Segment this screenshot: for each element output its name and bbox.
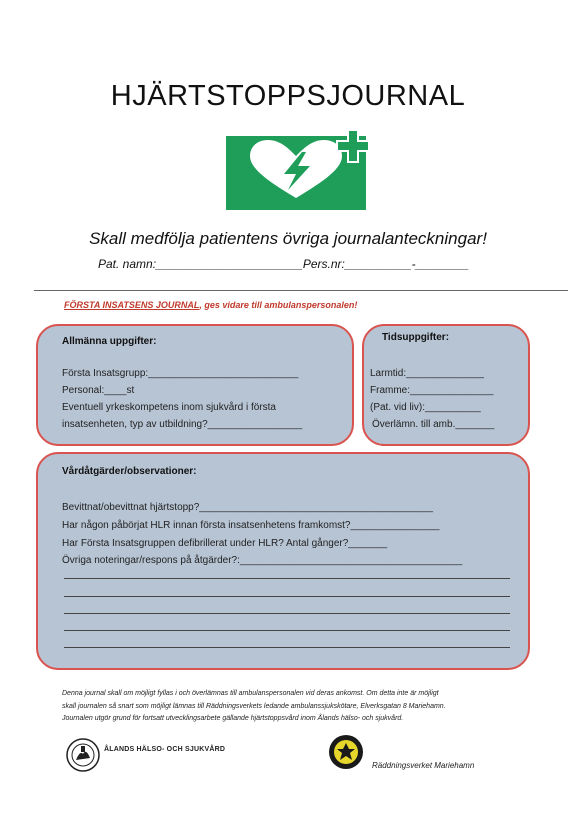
competence-field[interactable]: insatsenheten, typ av utbildning?_________________ bbox=[62, 419, 303, 430]
patient-name-label: Pat. namn: bbox=[98, 257, 157, 271]
vital-status-field[interactable]: (Pat. vid liv):__________ bbox=[370, 402, 481, 413]
notes-line[interactable] bbox=[64, 613, 510, 614]
arrival-time-field[interactable]: Framme:_______________ bbox=[370, 385, 494, 396]
alarm-time-field[interactable]: Larmtid:______________ bbox=[370, 368, 484, 379]
cpr-started-question[interactable]: Har någon påbörjat HLR innan första insatsenhetens framkomst?________________ bbox=[62, 520, 440, 531]
footer-note bbox=[62, 688, 522, 726]
witnessed-question[interactable]: Bevittnat/obevittnat hjärtstopp?__________________________________________ bbox=[62, 502, 433, 513]
right-logo-text: Räddningsverket Mariehamn bbox=[372, 761, 475, 770]
notes-line[interactable] bbox=[64, 596, 510, 597]
footer-line-2: skall journalen så snart som möjligt lämnas till Räddningsverkets ledande ambulanssjukskötare, Elverksgatan 8 Mariehamn. bbox=[62, 702, 446, 710]
times-header: Tidsuppgifter: bbox=[382, 332, 450, 343]
care-observations-box bbox=[36, 452, 530, 670]
first-response-note: , ges vidare till ambulanspersonalen! bbox=[199, 300, 358, 310]
page-title: HJÄRTSTOPPSJOURNAL bbox=[110, 80, 466, 112]
care-header: Vårdåtgärder/observationer: bbox=[62, 466, 197, 477]
staff-field[interactable]: Personal:____st bbox=[62, 385, 135, 396]
persnr-label: Pers.nr: bbox=[302, 257, 345, 271]
subtitle: Skall medfölja patientens övriga journalanteckningar! bbox=[89, 229, 487, 248]
general-header: Allmänna uppgifter: bbox=[62, 336, 157, 347]
handover-time-field[interactable]: Överlämn. till amb._______ bbox=[372, 419, 495, 430]
group-field[interactable]: Första Insatsgrupp:___________________________ bbox=[62, 368, 299, 379]
first-response-title: FÖRSTA INSATSENS JOURNAL bbox=[64, 300, 200, 310]
time-info-box bbox=[362, 324, 530, 446]
left-logo-text: ÅLANDS HÄLSO- OCH SJUKVÅRD bbox=[104, 746, 226, 753]
footer-line-1: Denna journal skall om möjligt fyllas i och överlämnas till ambulanspersonalen vid deras ankomst. Om detta inte är möjligt bbox=[62, 690, 439, 697]
notes-line[interactable] bbox=[64, 647, 510, 648]
general-info-box bbox=[36, 324, 354, 446]
divider bbox=[34, 290, 568, 291]
patient-line bbox=[98, 257, 469, 271]
competence-line-1: Eventuell yrkeskompetens inom sjukvård i första bbox=[62, 402, 276, 413]
alands-halso-seal-icon bbox=[66, 738, 100, 772]
footer-line-3: Journalen utgör grund för fortsatt utvecklingsarbete gällande hjärtstoppsvård inom Ålands hälso- och sjukvård. bbox=[62, 715, 404, 722]
notes-line[interactable] bbox=[64, 630, 510, 631]
notes-line[interactable] bbox=[64, 578, 510, 579]
patient-name-field[interactable]: ______________________ bbox=[156, 257, 303, 271]
first-response-heading bbox=[64, 300, 357, 310]
raddningsverket-emblem-icon bbox=[328, 734, 364, 770]
defibrillation-question[interactable]: Har Första Insatsgruppen defibrillerat under HLR? Antal gånger?_______ bbox=[62, 538, 388, 549]
aed-heart-lightning-icon bbox=[226, 128, 386, 210]
persnr-field[interactable]: __________-________ bbox=[344, 257, 469, 271]
other-notes-question[interactable]: Övriga noteringar/respons på åtgärder?:________________________________________ bbox=[62, 555, 463, 566]
